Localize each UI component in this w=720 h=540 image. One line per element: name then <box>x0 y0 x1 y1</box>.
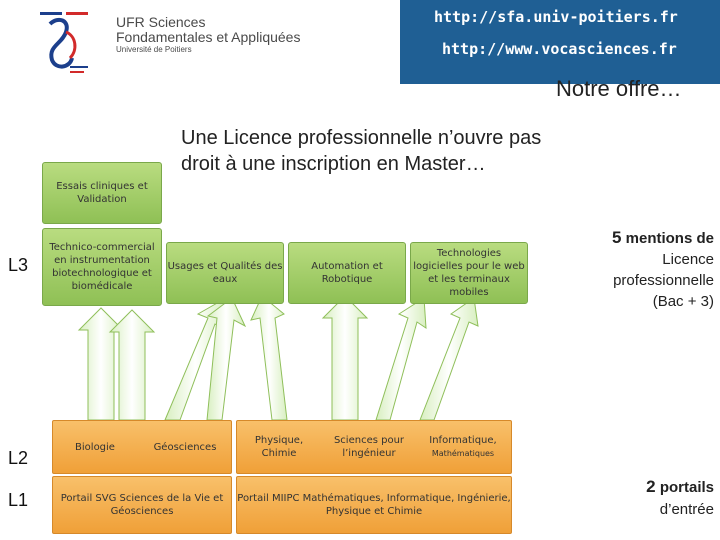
mentions-line2: Licence <box>662 251 714 268</box>
university-name: Université de Poitiers <box>116 45 192 54</box>
l1-box-portail-svg <box>52 476 232 534</box>
ufr-line1: UFR Sciences <box>116 14 206 30</box>
l3-box-web <box>410 242 528 304</box>
l2-box-sublabel: Mathématiques <box>431 449 495 458</box>
l3-box-eaux <box>166 242 284 304</box>
l2-box-informatique <box>414 420 512 474</box>
l2-box-biologie <box>60 420 130 474</box>
l3-box-automation <box>288 242 406 304</box>
l1-box-portail-miipc <box>236 476 512 534</box>
slide-title: Notre offre… <box>556 76 682 101</box>
arrow-up-5 <box>251 296 287 420</box>
mentions-line4: (Bac + 3) <box>652 293 714 310</box>
l2-box-label: Informatique, <box>429 435 497 446</box>
mentions-line3: professionnelle <box>613 272 714 289</box>
url-sfa-link[interactable]: http://sfa.univ-poitiers.fr <box>434 8 678 26</box>
l3-box-essais <box>42 162 162 224</box>
l3-box-label: Technologies logicielles pour le web et les terminaux mobiles <box>413 248 525 298</box>
l2-box-label: Physique, Chimie <box>254 435 304 459</box>
level-l3: L3 <box>8 255 29 275</box>
l2-box-physique <box>236 420 322 474</box>
l1-box-label: Portail MIIPC Mathématiques, Informatique, Ingénierie, Physique et Chimie <box>237 493 511 517</box>
arrow-up-7 <box>376 298 426 420</box>
level-l2: L2 <box>8 448 29 468</box>
portails-note <box>646 476 714 521</box>
l3-box-label: Automation et Robotique <box>311 261 383 285</box>
arrow-up-2 <box>110 310 154 420</box>
arrow-up-8 <box>420 298 478 420</box>
arrow-up-1 <box>79 308 123 420</box>
l2-box-spi <box>326 420 412 474</box>
l3-box-label: Technico-commercial en instrumentation biotechnologique et biomédicale <box>49 242 155 292</box>
l3-box-label: Essais cliniques et Validation <box>56 181 148 205</box>
l2-box-label: Biologie <box>75 441 115 453</box>
mentions-number: 5 <box>612 228 622 247</box>
l2-box-geosciences <box>145 420 225 474</box>
mentions-note <box>612 228 714 312</box>
level-l1: L1 <box>8 490 29 510</box>
url-vocasciences-link[interactable]: http://www.vocasciences.fr <box>442 40 677 58</box>
portails-text: portails <box>659 479 714 496</box>
portails-line2: d’entrée <box>659 501 714 518</box>
l3-box-label: Usages et Qualités des eaux <box>167 261 283 285</box>
l2-box-label: Sciences pour l’ingénieur <box>333 435 405 459</box>
portails-number: 2 <box>646 477 656 496</box>
ufr-line2: Fondamentales et Appliquées <box>116 29 301 45</box>
arrow-up-4 <box>207 298 245 420</box>
arrow-up-6 <box>323 296 367 420</box>
l1-box-label: Portail SVG Sciences de la Vie et Géosciences <box>60 493 224 517</box>
l3-box-technico <box>42 228 162 306</box>
licence-note: Une Licence professionnelle n’ouvre pas droit à une inscription en Master… <box>181 127 542 175</box>
mentions-text: mentions de <box>625 230 714 247</box>
l2-box-label: Géosciences <box>153 441 217 453</box>
